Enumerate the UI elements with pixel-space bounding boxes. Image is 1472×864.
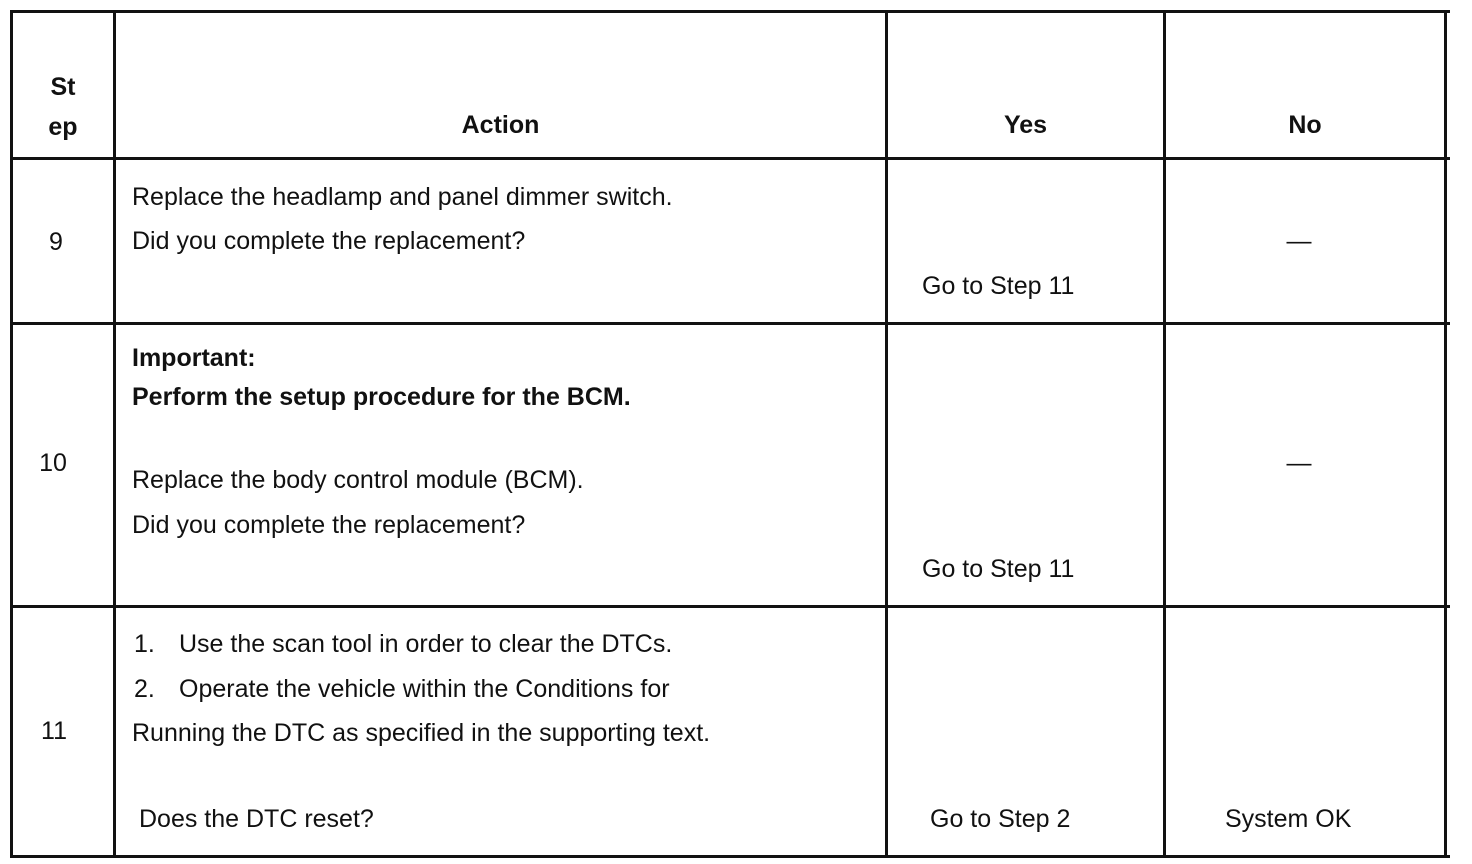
step-number: 10 <box>39 449 67 477</box>
row-divider <box>10 322 1450 325</box>
header-action: Action <box>461 111 540 139</box>
yes-result: Go to Step 2 <box>930 805 1071 833</box>
no-result: — <box>1286 227 1312 255</box>
action-line: Replace the body control module (BCM). <box>132 466 584 494</box>
action-question: Does the DTC reset? <box>139 805 374 833</box>
action-continuation: Running the DTC as specified in the supporting text. <box>132 719 711 747</box>
important-label: Important: <box>132 344 256 372</box>
header-step <box>13 72 113 142</box>
table-border-top <box>10 10 1450 13</box>
important-text: Perform the setup procedure for the BCM. <box>132 383 631 411</box>
no-result: — <box>1286 449 1312 477</box>
action-line: Did you complete the replacement? <box>132 227 526 255</box>
header-no: No <box>1288 111 1322 139</box>
step-number: 9 <box>49 228 63 256</box>
action-line: Did you complete the replacement? <box>132 511 526 539</box>
header-divider <box>10 157 1450 160</box>
no-result: System OK <box>1225 805 1352 833</box>
row-divider <box>10 605 1450 608</box>
header-yes: Yes <box>1003 111 1048 139</box>
list-item-text: Use the scan tool in order to clear the DTCs. <box>179 630 673 658</box>
list-item-text: Operate the vehicle within the Conditions for <box>179 675 670 703</box>
yes-result: Go to Step 11 <box>922 555 1075 583</box>
list-item-number: 1. <box>134 630 155 658</box>
step-number: 11 <box>41 717 67 745</box>
table-border-right <box>1444 10 1447 858</box>
action-line: Replace the headlamp and panel dimmer switch. <box>132 183 673 211</box>
table-border-bottom <box>10 855 1450 858</box>
header-step-line2: ep <box>48 113 78 141</box>
list-item-number: 2. <box>134 675 155 703</box>
yes-result: Go to Step 11 <box>922 272 1075 300</box>
header-step-line1: St <box>50 73 76 101</box>
